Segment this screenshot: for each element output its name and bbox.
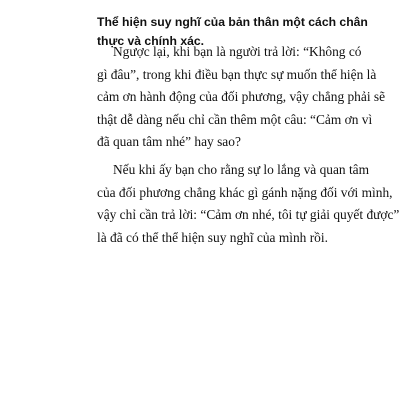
paragraph-line: cảm ơn hành động của đối phương, vậy chẳng phải sẽ [97,89,386,104]
heading-line: thực và chính xác. [97,34,205,48]
heading-line: Thể hiện suy nghĩ của bản thân một cách chân [97,15,368,29]
paragraph-line: thật dễ dàng nếu chỉ cần thêm một câu: “Cảm ơn vì [97,111,373,127]
paragraph-line: đã quan tâm nhé” hay sao? [97,134,241,149]
paragraph-line: của đối phương chẳng khác gì gánh nặng đối với mình, [97,184,393,200]
paragraph-1 [97,41,386,154]
paragraph-line: gì đâu”, trong khi điều bạn thực sự muốn thể hiện là [97,66,377,82]
paragraph-line: Ngược lại, khi bạn là người trả lời: “Không có [113,44,362,59]
paragraph-2 [97,159,400,249]
paragraph-line: vậy chỉ cần trả lời: “Cảm ơn nhé, tôi tự giải quyết được” [97,207,400,222]
paragraph-line: là đã có thể thể hiện suy nghĩ của mình rồi. [97,229,328,245]
paragraph-line: Nếu khi ấy bạn cho rằng sự lo lắng và quan tâm [113,162,370,177]
